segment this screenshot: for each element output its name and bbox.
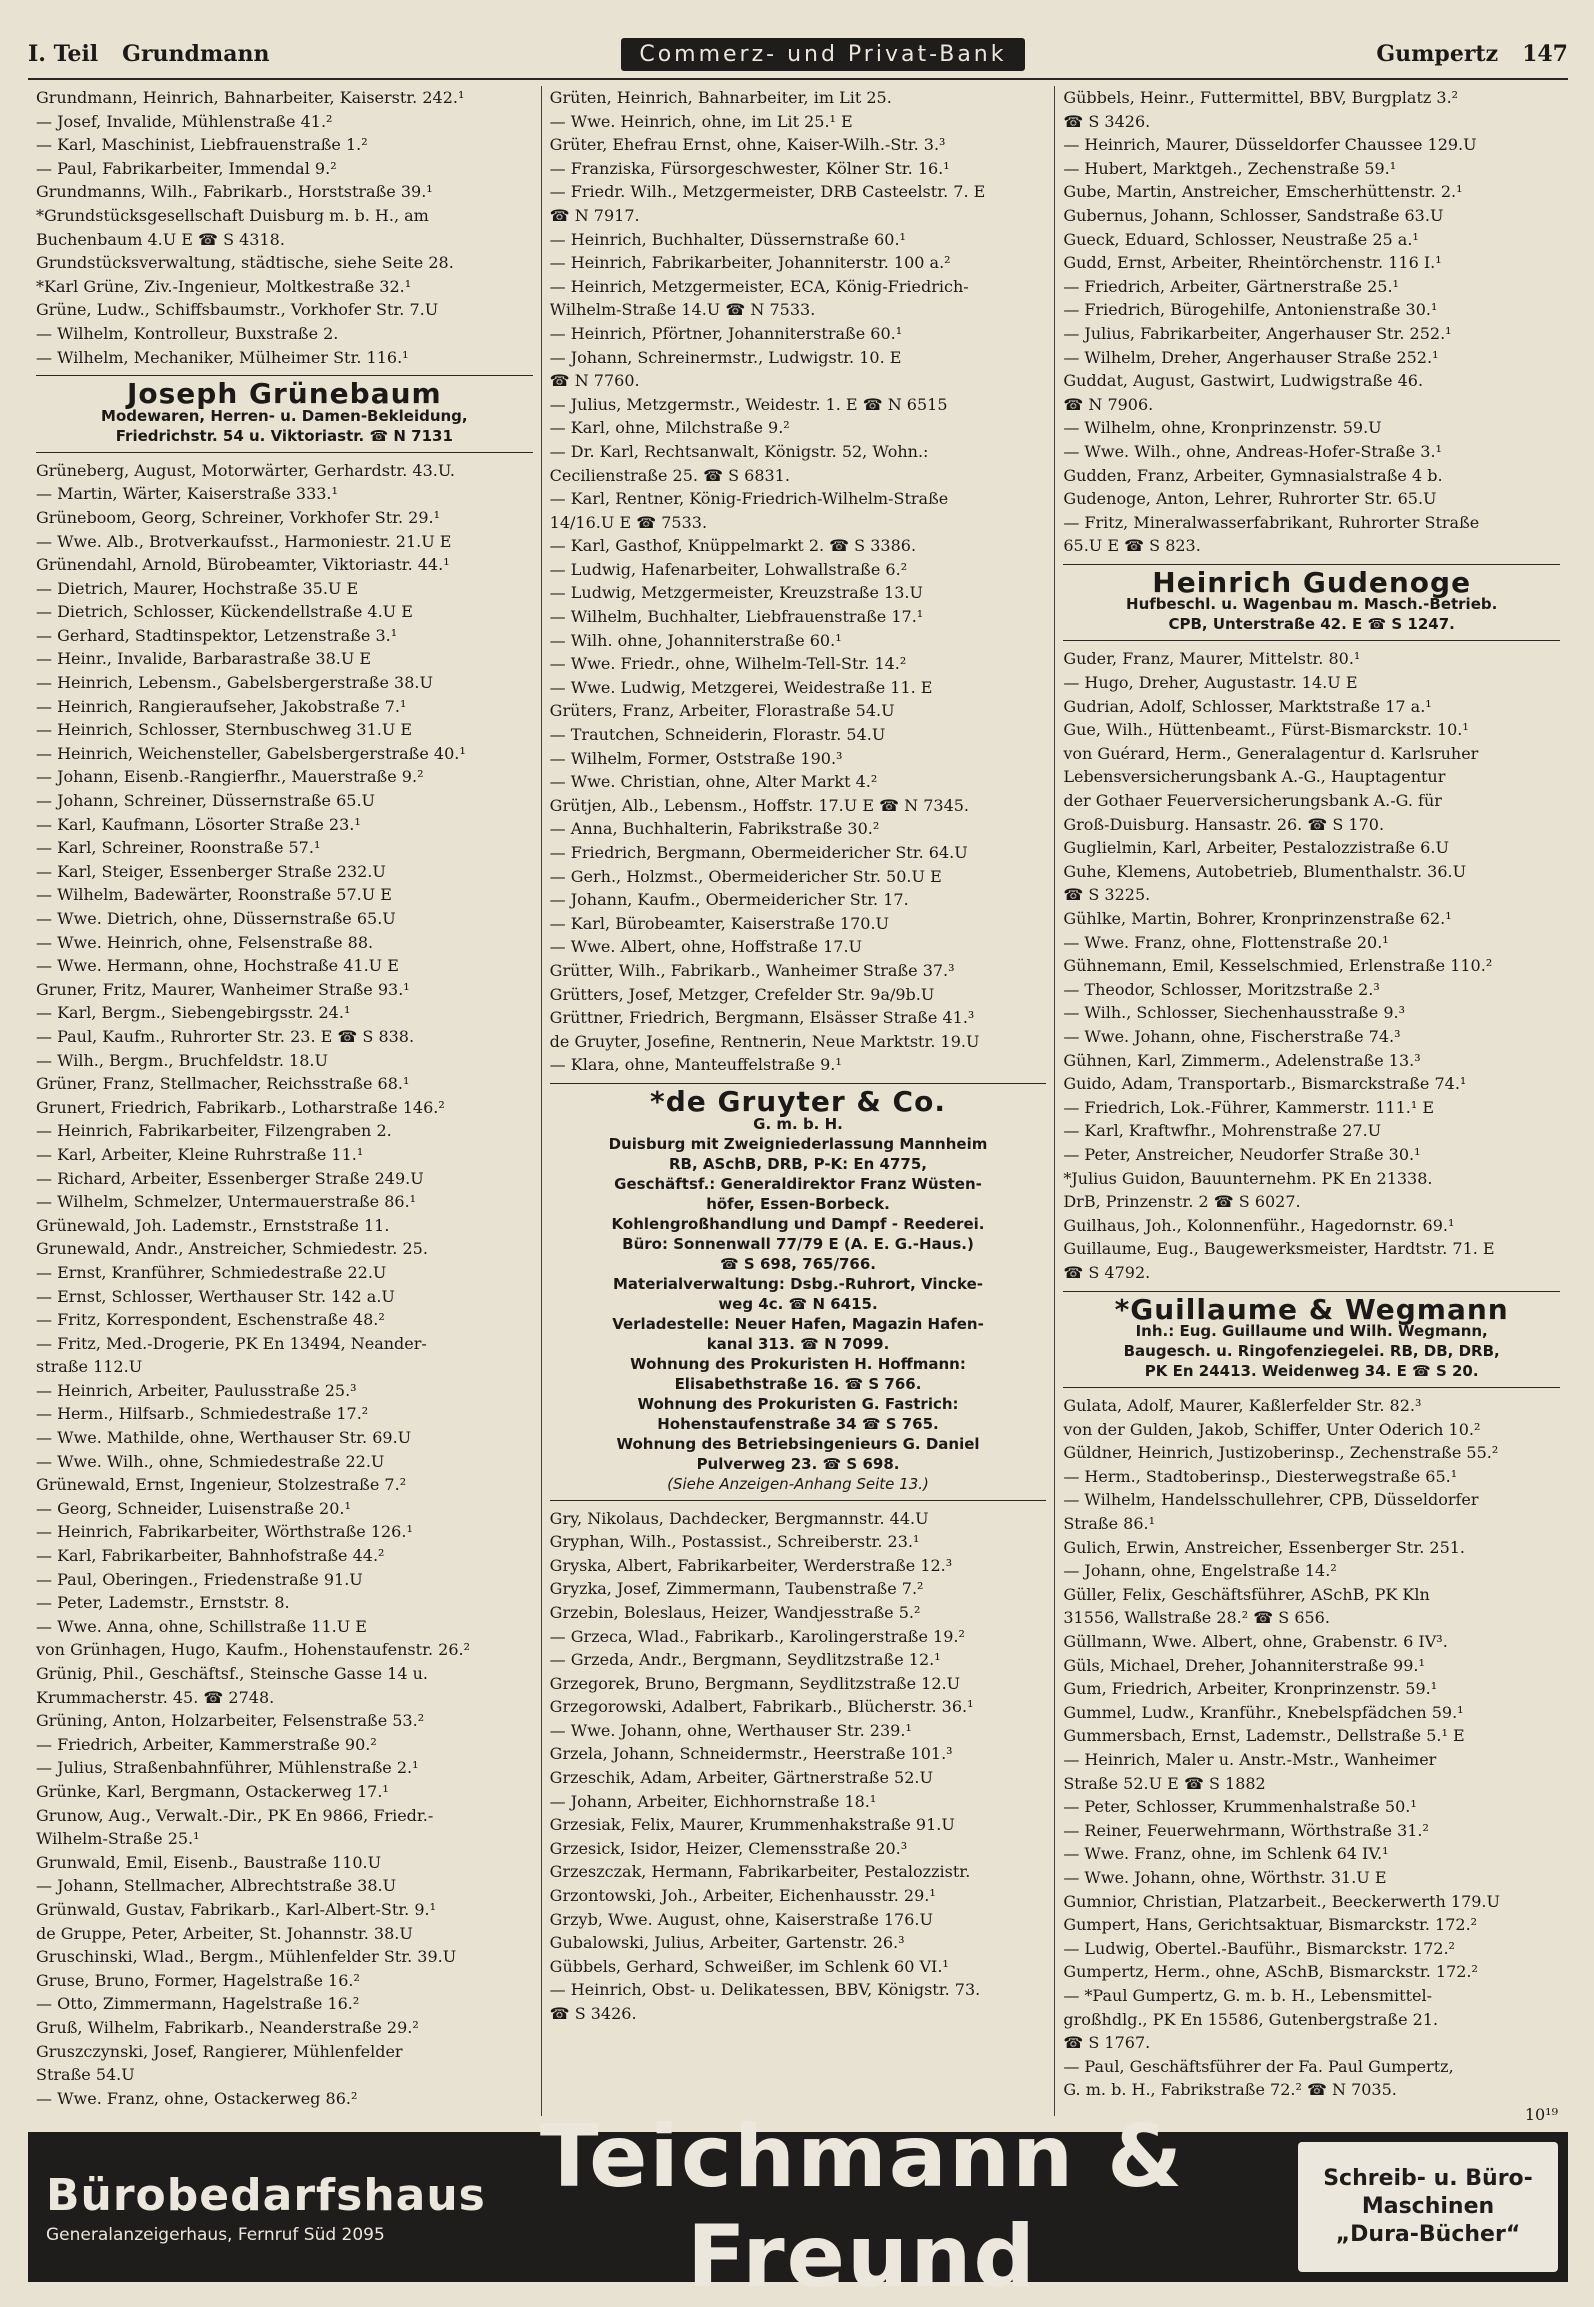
directory-entry: Gudenoge, Anton, Lehrer, Ruhrorter Str. 65.U xyxy=(1063,489,1437,509)
directory-entry: ☎ N 7917. xyxy=(549,205,640,225)
directory-entry: straße 112.U xyxy=(36,1357,143,1377)
directory-entry: Gubalowski, Julius, Arbeiter, Gartenstr. 26.³ xyxy=(549,1933,905,1953)
directory-entry: Gube, Martin, Anstreicher, Emscherhüttenstr. 2.¹ xyxy=(1063,182,1463,202)
directory-entry: der Gothaer Feuerversicherungsbank A.-G. für xyxy=(1063,791,1442,811)
directory-entry: Gummersbach, Ernst, Lademstr., Dellstraße 5.¹ E xyxy=(1063,1726,1465,1746)
directory-entry: Gühnen, Karl, Zimmerm., Adelenstraße 13.³ xyxy=(1063,1050,1421,1070)
directory-entry: — Heinrich, Weichensteller, Gabelsbergerstraße 40.¹ xyxy=(36,743,466,763)
directory-entry: Gruß, Wilhelm, Fabrikarb., Neanderstraße 29.² xyxy=(36,2017,419,2037)
ad-line: ☎ S 698, 765/766. xyxy=(720,1254,876,1273)
directory-entry: ☎ S 3426. xyxy=(549,2004,637,2023)
directory-entry: — Paul, Kaufm., Ruhrorter Str. 23. E ☎ S 838. xyxy=(36,1026,415,1046)
directory-entry: Gryzka, Josef, Zimmermann, Taubenstraße 7.² xyxy=(549,1579,924,1599)
directory-entry: — Johann, Stellmacher, Albrechtstraße 38.U xyxy=(36,1876,397,1896)
column-1 xyxy=(28,86,542,2116)
directory-entry: Grüne, Ludw., Schiffsbaumstr., Vorkhofer Str. 7.U xyxy=(36,300,439,320)
directory-entry: Grzegorowski, Adalbert, Fabrikarb., Blücherstr. 36.¹ xyxy=(549,1697,974,1717)
directory-entry: — Heinrich, Buchhalter, Düssernstraße 60.¹ xyxy=(549,229,906,249)
directory-entry: — Wwe. Hermann, ohne, Hochstraße 41.U E xyxy=(36,956,399,976)
directory-entry: Güldner, Heinrich, Justizoberinsp., Zechenstraße 55.² xyxy=(1063,1443,1499,1463)
directory-entry: — Karl, Gasthof, Knüppelmarkt 2. ☎ S 3386. xyxy=(549,536,917,556)
directory-entry: — Wwe. Johann, ohne, Fischerstraße 74.³ xyxy=(1063,1026,1401,1046)
directory-entry: von der Gulden, Jakob, Schiffer, Unter Oderich 10.² xyxy=(1063,1419,1481,1439)
directory-entry: — Wwe. Anna, ohne, Schillstraße 11.U E xyxy=(36,1616,367,1636)
grunebaum-advertisement xyxy=(36,375,533,453)
directory-entry: — Heinrich, Rangieraufseher, Jakobstraße 7.¹ xyxy=(36,696,407,716)
directory-entry: — Heinrich, Fabrikarbeiter, Johanniterstr. 100 a.² xyxy=(549,253,951,273)
directory-entry: — Wilh. ohne, Johanniterstraße 60.¹ xyxy=(549,630,842,650)
directory-entry: — Heinr., Invalide, Barbarastraße 38.U E xyxy=(36,649,372,669)
directory-entry: *Grundstücksgesellschaft Duisburg m. b. H., am xyxy=(36,205,429,225)
directory-entry: Grzebin, Boleslaus, Heizer, Wandjesstraße 5.² xyxy=(549,1602,921,1622)
directory-entry: — Heinrich, Lebensm., Gabelsbergerstraße 38.U xyxy=(36,673,433,693)
directory-entry: Gruse, Bruno, Former, Hagelstraße 16.² xyxy=(36,1970,360,1990)
directory-entry: — Wilhelm, Handelsschullehrer, CPB, Düsseldorfer xyxy=(1063,1490,1479,1510)
directory-entry: ☎ N 7906. xyxy=(1063,394,1154,414)
directory-entry: — Karl, Rentner, König-Friedrich-Wilhelm-Straße xyxy=(549,489,949,509)
directory-entry: — Julius, Fabrikarbeiter, Angerhauser Str. 252.¹ xyxy=(1063,323,1452,343)
directory-entry: Grzeschik, Adam, Arbeiter, Gärtnerstraße 52.U xyxy=(549,1768,933,1788)
directory-entry: Guilhaus, Joh., Kolonnenführ., Hagedornstr. 69.¹ xyxy=(1063,1215,1455,1235)
directory-entry: Grütter, Wilh., Fabrikarb., Wanheimer Straße 37.³ xyxy=(549,960,955,980)
directory-entry: — Paul, Fabrikarbeiter, Immendal 9.² xyxy=(36,158,337,178)
directory-entry: — Wilhelm, Badewärter, Roonstraße 57.U E xyxy=(36,885,392,905)
de-gruyter-advertisement xyxy=(550,1083,1047,1501)
ad-line: Wohnung des Betriebsingenieurs G. Daniel xyxy=(616,1434,980,1453)
directory-entry: — Hugo, Dreher, Augustastr. 14.U E xyxy=(1063,673,1358,693)
directory-entry: — Wwe. Johann, ohne, Werthauser Str. 239.¹ xyxy=(549,1720,912,1740)
directory-entry: — Heinrich, Fabrikarbeiter, Wörthstraße 126.¹ xyxy=(36,1522,413,1542)
directory-entry: — Johann, Kaufm., Obermeidericher Str. 17. xyxy=(549,890,909,910)
gudenoge-advertisement xyxy=(1063,564,1560,642)
directory-entry: Gübbels, Gerhard, Schweißer, im Schlenk 60 VI.¹ xyxy=(549,1956,949,1976)
column-3 xyxy=(1055,86,1568,2116)
directory-entry: Grzesiak, Felix, Maurer, Krummenhakstraße 91.U xyxy=(549,1815,955,1835)
directory-entry: Gulich, Erwin, Anstreicher, Essenberger Str. 251. xyxy=(1063,1537,1466,1557)
directory-entry: — Heinrich, Metzgermeister, ECA, König-Friedrich- xyxy=(549,276,969,296)
directory-entry: — Ludwig, Obertel.-Bauführ., Bismarckstr. 172.² xyxy=(1063,1938,1455,1958)
directory-entry: Groß-Duisburg. Hansastr. 26. ☎ S 170. xyxy=(1063,814,1385,834)
directory-entry: G. m. b. H., Fabrikstraße 72.² ☎ N 7035. xyxy=(1063,2080,1397,2100)
directory-entry: — Karl, Maschinist, Liebfrauenstraße 1.² xyxy=(36,135,368,155)
directory-entry: Gubernus, Johann, Schlosser, Sandstraße 63.U xyxy=(1063,205,1444,225)
directory-entry: DrB, Prinzenstr. 2 ☎ S 6027. xyxy=(1063,1192,1301,1212)
directory-entry: — Grzeda, Andr., Bergmann, Seydlitzstraße 12.¹ xyxy=(549,1650,941,1670)
ad-line: Hohenstaufenstraße 34 ☎ S 765. xyxy=(657,1414,939,1433)
directory-entry: — Wwe. Dietrich, ohne, Düssernstraße 65.U xyxy=(36,909,396,928)
directory-entry: — Heinrich, Pförtner, Johanniterstraße 60.¹ xyxy=(549,323,903,343)
directory-entry: — Heinrich, Arbeiter, Paulusstraße 25.³ xyxy=(36,1380,357,1400)
directory-entry: Grünewald, Ernst, Ingenieur, Stolzestraße 7.² xyxy=(36,1475,407,1495)
directory-entry: — Friedrich, Arbeiter, Kammerstraße 90.² xyxy=(36,1734,377,1754)
directory-entry: Grüttner, Friedrich, Bergmann, Elsässer Straße 41.³ xyxy=(549,1008,975,1028)
directory-entry: Gueck, Eduard, Schlosser, Neustraße 25 a.¹ xyxy=(1063,229,1419,249)
directory-entry: Grzeszczak, Hermann, Fabrikarbeiter, Pestalozzistr. xyxy=(549,1862,971,1882)
directory-entry: Grundmanns, Wilh., Fabrikarb., Horststraße 39.¹ xyxy=(36,182,433,202)
directory-entry: de Gruppe, Peter, Arbeiter, St. Johannstr. 38.U xyxy=(36,1923,413,1943)
directory-entry: Grüning, Anton, Holzarbeiter, Felsenstraße 53.² xyxy=(36,1711,425,1731)
directory-entry: — Johann, Eisenb.-Rangierfhr., Mauerstraße 9.² xyxy=(36,767,424,787)
header-left xyxy=(28,41,269,67)
ad-line: Friedrichstr. 54 u. Viktoriastr. ☎ N 7131 xyxy=(115,426,453,445)
directory-entry: Gudd, Ernst, Arbeiter, Rheintörchenstr. 116 I.¹ xyxy=(1063,253,1442,273)
footer-shop-name: Bürobedarfshaus xyxy=(46,2169,486,2221)
directory-entry: — Wwe. Friedr., ohne, Wilhelm-Tell-Str. 14.² xyxy=(549,654,907,674)
directory-entry: — Herm., Stadtoberinsp., Diesterwegstraße 65.¹ xyxy=(1063,1466,1458,1486)
directory-entry: Grünwald, Gustav, Fabrikarb., Karl-Albert-Str. 9.¹ xyxy=(36,1899,436,1919)
directory-entry: — Wilhelm, Mechaniker, Mülheimer Str. 116.¹ xyxy=(36,347,409,367)
directory-entry: Gryphan, Wilh., Postassist., Schreiberstr. 23.¹ xyxy=(549,1532,920,1552)
columns xyxy=(28,86,1568,2116)
footer-product-line-3: „Dura-Bücher“ xyxy=(1335,2222,1521,2247)
directory-entry: — Franziska, Fürsorgeschwester, Kölner Str. 16.¹ xyxy=(549,158,950,178)
directory-entry: — Wilhelm, ohne, Kronprinzenstr. 59.U xyxy=(1063,418,1382,438)
ad-title: *Guillaume & Wegmann xyxy=(1114,1292,1509,1326)
directory-entry: — Ernst, Kranführer, Schmiedestraße 22.U xyxy=(36,1262,387,1282)
ad-line: Baugesch. u. Ringofenziegelei. RB, DB, DRB, xyxy=(1123,1342,1500,1361)
directory-entry: — Johann, Schreinermstr., Ludwigstr. 10. E xyxy=(549,347,902,367)
directory-entry: — Karl, Steiger, Essenberger Straße 232.U xyxy=(36,861,386,881)
directory-entry: großhdlg., PK En 15586, Gutenbergstraße 21. xyxy=(1063,2009,1439,2029)
directory-entry: — Wwe. Heinrich, ohne, Felsenstraße 88. xyxy=(36,932,374,952)
directory-entry: — Martin, Wärter, Kaiserstraße 333.¹ xyxy=(36,484,338,504)
directory-entry: Grunow, Aug., Verwalt.-Dir., PK En 9866, Friedr.- xyxy=(36,1805,434,1825)
directory-entry: — Karl, Kraftwfhr., Mohrenstraße 27.U xyxy=(1063,1121,1382,1141)
directory-entry: Gühlke, Martin, Bohrer, Kronprinzenstraße 62.¹ xyxy=(1063,909,1452,928)
ad-line: höfer, Essen-Borbeck. xyxy=(706,1194,890,1213)
directory-entry: Guder, Franz, Maurer, Mittelstr. 80.¹ xyxy=(1063,649,1361,669)
ad-line: Pulverweg 23. ☎ S 698. xyxy=(696,1454,900,1473)
directory-entry: ☎ S 4792. xyxy=(1063,1262,1151,1282)
directory-entry: — Herm., Hilfsarb., Schmiedestraße 17.² xyxy=(36,1404,369,1424)
directory-entry: — Fritz, Korrespondent, Eschenstraße 48.² xyxy=(36,1310,385,1330)
directory-entry: — Wwe. Franz, ohne, Ostackerweg 86.² xyxy=(36,2088,358,2108)
directory-entry: Grzesick, Isidor, Heizer, Clemensstraße 20.³ xyxy=(549,1838,908,1858)
directory-entry: Wilhelm-Straße 25.¹ xyxy=(36,1829,200,1849)
directory-entry: — Wilhelm, Former, Oststraße 190.³ xyxy=(549,748,843,768)
directory-entry: — Gerhard, Stadtinspektor, Letzenstraße 3.¹ xyxy=(36,625,398,645)
directory-entry: Straße 52.U E ☎ S 1882 xyxy=(1063,1773,1266,1793)
directory-entry: — Ernst, Schlosser, Werthauser Str. 142 a.U xyxy=(36,1286,395,1306)
directory-entry: — Fritz, Mineralwasserfabrikant, Ruhrorter Straße xyxy=(1063,512,1480,532)
directory-entry: Grünendahl, Arnold, Bürobeamter, Viktoriastr. 44.¹ xyxy=(36,555,450,575)
directory-entry: de Gruyter, Josefine, Rentnerin, Neue Marktstr. 19.U xyxy=(549,1031,980,1051)
ad-title: Heinrich Gudenoge xyxy=(1152,565,1472,599)
page-header xyxy=(28,30,1568,80)
directory-entry: Gum, Friedrich, Arbeiter, Kronprinzenstr. 59.¹ xyxy=(1063,1679,1438,1699)
ad-line: Wohnung des Prokuristen H. Hoffmann: xyxy=(630,1354,966,1373)
directory-entry: Grunewald, Andr., Anstreicher, Schmiedestr. 25. xyxy=(36,1239,428,1259)
ad-line: Geschäftsf.: Generaldirektor Franz Wüsten- xyxy=(614,1174,982,1193)
ad-line: Wohnung des Prokuristen G. Fastrich: xyxy=(637,1394,959,1413)
directory-entry: — Wwe. Heinrich, ohne, im Lit 25.¹ E xyxy=(549,111,853,131)
directory-entry: — Wwe. Franz, ohne, Flottenstraße 20.¹ xyxy=(1063,932,1389,952)
directory-entry: — Heinrich, Schlosser, Sternbuschweg 31.U E xyxy=(36,720,413,740)
directory-entry: ☎ S 3225. xyxy=(1063,885,1151,905)
directory-entry: — Karl, Kaufmann, Lösorter Straße 23.¹ xyxy=(36,814,361,834)
directory-entry: — Wilhelm, Schmelzer, Untermauerstraße 86.¹ xyxy=(36,1192,417,1212)
footer-left xyxy=(28,2169,486,2245)
ad-line: Elisabethstraße 16. ☎ S 766. xyxy=(674,1374,922,1393)
directory-entry: — Wwe. Christian, ohne, Alter Markt 4.² xyxy=(549,772,878,792)
directory-entry: — Peter, Anstreicher, Neudorfer Straße 30.¹ xyxy=(1063,1144,1421,1164)
directory-entry: ☎ N 7760. xyxy=(549,371,640,391)
directory-entry: ☎ S 1767. xyxy=(1063,2033,1151,2053)
page-tag: 10¹⁹ xyxy=(1524,2105,1558,2124)
directory-entry: — Wwe. Mathilde, ohne, Werthauser Str. 69.U xyxy=(36,1428,412,1448)
directory-entry: — Johann, Arbeiter, Eichhornstraße 18.¹ xyxy=(549,1791,877,1811)
directory-entry: — Wwe. Franz, ohne, im Schlenk 64 IV.¹ xyxy=(1063,1844,1389,1864)
directory-entry: 14/16.U E ☎ 7533. xyxy=(549,512,708,532)
directory-entry: — Wilhelm, Kontrolleur, Buxstraße 2. xyxy=(36,323,339,343)
directory-entry: — Wilhelm, Dreher, Angerhauser Straße 252.¹ xyxy=(1063,347,1439,367)
directory-entry: — Ludwig, Hafenarbeiter, Lohwallstraße 6.² xyxy=(549,559,908,579)
directory-entry: Guddat, August, Gastwirt, Ludwigstraße 46. xyxy=(1063,371,1424,391)
bank-banner: Commerz- und Privat-Bank xyxy=(621,38,1024,71)
directory-entry: Güls, Michael, Dreher, Johanniterstraße 99.¹ xyxy=(1063,1655,1425,1675)
directory-entry: Grüner, Franz, Stellmacher, Reichsstraße 68.¹ xyxy=(36,1074,410,1094)
directory-entry: — Wwe. Alb., Brotverkaufsst., Harmoniestr. 21.U E xyxy=(36,531,452,551)
ad-line: Inh.: Eug. Guillaume und Wilh. Wegmann, xyxy=(1135,1322,1488,1341)
directory-entry: — Reiner, Feuerwehrmann, Wörthstraße 31.² xyxy=(1063,1820,1429,1840)
ad-line: CPB, Unterstraße 42. E ☎ S 1247. xyxy=(1168,615,1455,634)
directory-entry: — Heinrich, Obst- u. Delikatessen, BBV, Königstr. 73. xyxy=(549,1980,981,2000)
footer-product-line-1: Schreib- u. Büro- xyxy=(1323,2166,1533,2191)
first-name-label: Grundmann xyxy=(122,41,270,67)
ad-line: G. m. b. H. xyxy=(753,1114,843,1133)
directory-entry: — Anna, Buchhalterin, Fabrikstraße 30.² xyxy=(549,819,880,839)
directory-entry: Gumpert, Hans, Gerichtsaktuar, Bismarckstr. 172.² xyxy=(1063,1915,1478,1935)
directory-entry: Gübbels, Heinr., Futtermittel, BBV, Burgplatz 3.² xyxy=(1063,88,1459,107)
directory-entry: Gruner, Fritz, Maurer, Wanheimer Straße 93.¹ xyxy=(36,979,410,999)
directory-entry: Grütjen, Alb., Lebensm., Hoffstr. 17.U E ☎ N 7345. xyxy=(549,795,970,815)
directory-entry: — Peter, Lademstr., Ernststr. 8. xyxy=(36,1593,290,1613)
directory-entry: Gruschinski, Wlad., Bergm., Mühlenfelder Str. 39.U xyxy=(36,1947,457,1967)
directory-entry: — Hubert, Marktgeh., Zechenstraße 59.¹ xyxy=(1063,158,1397,178)
footer-product-line-2: Maschinen xyxy=(1361,2194,1495,2219)
ad-line: Modewaren, Herren- u. Damen-Bekleidung, xyxy=(101,406,468,425)
directory-entry: Gühnemann, Emil, Kesselschmied, Erlenstraße 110.² xyxy=(1063,956,1493,976)
directory-entry: Gue, Wilh., Hüttenbeamt., Fürst-Bismarckstr. 10.¹ xyxy=(1063,720,1469,740)
ad-line: Hufbeschl. u. Wagenbau m. Masch.-Betrieb. xyxy=(1126,595,1498,614)
ad-line: Verladestelle: Neuer Hafen, Magazin Hafen- xyxy=(612,1314,984,1333)
directory-entry: Grzontowski, Joh., Arbeiter, Eichenhausstr. 29.¹ xyxy=(549,1886,936,1906)
directory-entry: 65.U E ☎ S 823. xyxy=(1063,536,1201,556)
directory-entry: — Dietrich, Schlosser, Kückendellstraße 4.U E xyxy=(36,602,413,622)
ad-line: Duisburg mit Zweigniederlassung Mannheim xyxy=(608,1134,988,1153)
directory-entry: Grüter, Ehefrau Ernst, ohne, Kaiser-Wilh.-Str. 3.³ xyxy=(549,135,946,155)
ad-line: Materialverwaltung: Dsbg.-Ruhrort, Vincke- xyxy=(612,1274,984,1293)
directory-entry: — Paul, Geschäftsführer der Fa. Paul Gumpertz, xyxy=(1063,2056,1454,2076)
directory-entry: Cecilienstraße 25. ☎ S 6831. xyxy=(549,465,790,485)
directory-entry: Gryska, Albert, Fabrikarbeiter, Werderstraße 12.³ xyxy=(549,1555,953,1575)
directory-entry: — Richard, Arbeiter, Essenberger Straße 249.U xyxy=(36,1168,424,1188)
directory-entry: Gruszczynski, Josef, Rangierer, Mühlenfelder xyxy=(36,2041,403,2061)
directory-entry: Grünig, Phil., Geschäftsf., Steinsche Gasse 14 u. xyxy=(36,1664,429,1683)
directory-entry: von Guérard, Herm., Generalagentur d. Karlsruher xyxy=(1063,743,1479,763)
ad-line: PK En 24413. Weidenweg 34. E ☎ S 20. xyxy=(1144,1362,1479,1381)
directory-entry: — Heinrich, Maler u. Anstr.-Mstr., Wanheimer xyxy=(1063,1750,1437,1769)
directory-entry: ☎ S 3426. xyxy=(1063,111,1151,131)
directory-entry: — Heinrich, Maurer, Düsseldorfer Chaussee 129.U xyxy=(1063,135,1477,155)
directory-entry: Grzegorek, Bruno, Bergmann, Seydlitzstraße 12.U xyxy=(549,1673,961,1693)
ad-line: Kohlengroßhandlung und Dampf - Reederei. xyxy=(611,1214,985,1233)
directory-entry: — Heinrich, Fabrikarbeiter, Filzengraben 2. xyxy=(36,1121,392,1141)
directory-entry: Guhe, Klemens, Autobetrieb, Blumenthalstr. 36.U xyxy=(1063,861,1467,881)
footer-company-name: Teichmann & Freund xyxy=(539,2107,1185,2307)
directory-entry: Gry, Nikolaus, Dachdecker, Bergmannstr. 44.U xyxy=(549,1508,929,1528)
directory-entry: Guglielmin, Karl, Arbeiter, Pestalozzistraße 6.U xyxy=(1063,838,1449,858)
directory-entry: — Fritz, Med.-Drogerie, PK En 13494, Neander- xyxy=(36,1333,427,1353)
directory-entry: — Gerh., Holzmst., Obermeidericher Str. 50.U E xyxy=(549,866,942,886)
directory-entry: — *Paul Gumpertz, G. m. b. H., Lebensmittel- xyxy=(1063,1985,1432,2005)
directory-entry: — Theodor, Schlosser, Moritzstraße 2.³ xyxy=(1063,979,1380,999)
section-label: I. Teil xyxy=(28,41,99,67)
directory-entry: Wilhelm-Straße 14.U ☎ N 7533. xyxy=(549,300,816,320)
directory-entry: Gudden, Franz, Arbeiter, Gymnasialstraße 4 b. xyxy=(1063,465,1443,485)
directory-entry: Grünke, Karl, Bergmann, Ostackerweg 17.¹ xyxy=(36,1781,389,1801)
header-right xyxy=(1376,41,1568,67)
directory-entry: — Friedr. Wilh., Metzgermeister, DRB Casteelstr. 7. E xyxy=(549,182,986,202)
directory-entry: Straße 86.¹ xyxy=(1063,1514,1156,1534)
directory-entry: Grüten, Heinrich, Bahnarbeiter, im Lit 25. xyxy=(549,88,892,107)
page-number: 147 xyxy=(1522,41,1568,67)
directory-entry: — Ludwig, Metzgermeister, Kreuzstraße 13.U xyxy=(549,583,923,603)
directory-entry: — Karl, Schreiner, Roonstraße 57.¹ xyxy=(36,838,321,858)
directory-entry: Güller, Felix, Geschäftsführer, ASchB, PK Kln xyxy=(1063,1584,1430,1604)
ad-line: Büro: Sonnenwall 77/79 E (A. E. G.-Haus.) xyxy=(622,1234,974,1253)
directory-entry: — Julius, Straßenbahnführer, Mühlenstraße 2.¹ xyxy=(36,1758,419,1778)
directory-entry: von Grünhagen, Hugo, Kaufm., Hohenstaufenstr. 26.² xyxy=(36,1640,470,1660)
directory-entry: — Wilhelm, Buchhalter, Liebfrauenstraße 17.¹ xyxy=(549,607,924,627)
directory-entry: Guillaume, Eug., Baugewerksmeister, Hardtstr. 71. E xyxy=(1063,1239,1495,1259)
guillaume-wegmann-advertisement xyxy=(1063,1291,1560,1389)
directory-entry: — Wwe. Ludwig, Metzgerei, Weidestraße 11. E xyxy=(549,677,933,697)
directory-entry: — Wilh., Schlosser, Siechenhausstraße 9.³ xyxy=(1063,1003,1406,1023)
directory-entry: — Dr. Karl, Rechtsanwalt, Königstr. 52, Wohn.: xyxy=(549,441,929,461)
directory-entry: — Wilh., Bergm., Bruchfeldstr. 18.U xyxy=(36,1050,328,1070)
ad-line: kanal 313. ☎ N 7099. xyxy=(706,1334,890,1353)
directory-entry: — Karl, Arbeiter, Kleine Ruhrstraße 11.¹ xyxy=(36,1144,364,1164)
directory-entry: Grundstücksverwaltung, städtische, siehe Seite 28. xyxy=(36,253,454,273)
column-2 xyxy=(542,86,1056,2116)
directory-entry: — Wwe. Wilh., ohne, Andreas-Hofer-Straße 3.¹ xyxy=(1063,441,1442,461)
directory-entry: Grünewald, Joh. Lademstr., Ernststraße 11. xyxy=(36,1215,390,1235)
directory-entry: Grütters, Josef, Metzger, Crefelder Str. 9a/9b.U xyxy=(549,984,935,1004)
last-name-label: Gumpertz xyxy=(1376,41,1499,67)
directory-entry: — Karl, Bergm., Siebengebirgsstr. 24.¹ xyxy=(36,1003,351,1023)
directory-entry: — Karl, ohne, Milchstraße 9.² xyxy=(549,418,790,438)
directory-entry: — Josef, Invalide, Mühlenstraße 41.² xyxy=(36,111,333,131)
ad-line: (Siehe Anzeigen-Anhang Seite 13.) xyxy=(667,1474,929,1493)
directory-entry: Grzela, Johann, Schneidermstr., Heerstraße 101.³ xyxy=(549,1744,953,1764)
directory-entry: Gumnior, Christian, Platzarbeit., Beeckerwerth 179.U xyxy=(1063,1891,1500,1911)
directory-entry: Gummel, Ludw., Kranführ., Knebelspfädchen 59.¹ xyxy=(1063,1702,1464,1722)
directory-entry: — Julius, Metzgermstr., Weidestr. 1. E ☎ N 6515 xyxy=(549,394,948,414)
directory-entry: — Wwe. Wilh., ohne, Schmiedestraße 22.U xyxy=(36,1451,385,1471)
directory-entry: Buchenbaum 4.U E ☎ S 4318. xyxy=(36,229,285,249)
directory-entry: Grüters, Franz, Arbeiter, Florastraße 54.U xyxy=(549,701,895,721)
directory-entry: — Dietrich, Maurer, Hochstraße 35.U E xyxy=(36,578,359,598)
directory-entry: — Trautchen, Schneiderin, Florastr. 54.U xyxy=(549,725,886,745)
directory-entry: Grundmann, Heinrich, Bahnarbeiter, Kaiserstr. 242.¹ xyxy=(36,88,465,107)
directory-entry: — Johann, ohne, Engelstraße 14.² xyxy=(1063,1561,1337,1581)
directory-entry: — Peter, Schlosser, Krummenhalstraße 50.¹ xyxy=(1063,1797,1417,1817)
directory-entry: Krummacherstr. 45. ☎ 2748. xyxy=(36,1687,275,1707)
directory-entry: Grzyb, Wwe. August, ohne, Kaiserstraße 176.U xyxy=(549,1909,933,1929)
directory-entry: — Friedrich, Bergmann, Obermeidericher Str. 64.U xyxy=(549,843,968,862)
directory-entry: Straße 54.U xyxy=(36,2065,135,2085)
directory-entry: — Georg, Schneider, Luisenstraße 20.¹ xyxy=(36,1498,351,1518)
directory-entry: — Paul, Oberingen., Friedenstraße 91.U xyxy=(36,1569,363,1589)
ad-title: *de Gruyter & Co. xyxy=(650,1084,946,1118)
directory-entry: *Julius Guidon, Bauunternehm. PK En 21338. xyxy=(1063,1168,1433,1188)
directory-entry: — Friedrich, Bürogehilfe, Antonienstraße 30.¹ xyxy=(1063,300,1438,320)
ad-line: weg 4c. ☎ N 6415. xyxy=(718,1294,878,1313)
directory-entry: Grüneberg, August, Motorwärter, Gerhardstr. 43.U. xyxy=(36,460,455,480)
directory-entry: Güllmann, Wwe. Albert, ohne, Grabenstr. 6 IV³. xyxy=(1063,1632,1448,1652)
directory-entry: Gudrian, Adolf, Schlosser, Marktstraße 17 a.¹ xyxy=(1063,696,1432,716)
ad-title: Joseph Grünebaum xyxy=(126,377,442,411)
footer-products xyxy=(1298,2142,1558,2272)
directory-entry: Gumpertz, Herm., ohne, ASchB, Bismarckstr. 172.² xyxy=(1063,1962,1478,1982)
directory-entry: — Friedrich, Lok.-Führer, Kammerstr. 111.¹ E xyxy=(1063,1097,1435,1117)
directory-entry: Grüneboom, Georg, Schreiner, Vorkhofer Str. 29.¹ xyxy=(36,507,441,527)
footer-shop-address: Generalanzeigerhaus, Fernruf Süd 2095 xyxy=(46,2224,385,2245)
directory-entry: — Johann, Schreiner, Düssernstraße 65.U xyxy=(36,791,376,811)
directory-entry: Grunwald, Emil, Eisenb., Baustraße 110.U xyxy=(36,1852,382,1872)
directory-entry: Grunert, Friedrich, Fabrikarb., Lotharstraße 146.² xyxy=(36,1097,445,1117)
directory-entry: — Wwe. Albert, ohne, Hoffstraße 17.U xyxy=(549,937,863,957)
directory-entry: — Grzeca, Wlad., Fabrikarb., Karolingerstraße 19.² xyxy=(549,1626,965,1646)
directory-entry: — Klara, ohne, Manteuffelstraße 9.¹ xyxy=(549,1055,842,1075)
directory-entry: — Karl, Bürobeamter, Kaiserstraße 170.U xyxy=(549,913,890,933)
directory-entry: 31556, Wallstraße 28.² ☎ S 656. xyxy=(1063,1608,1330,1628)
directory-entry: Gulata, Adolf, Maurer, Kaßlerfelder Str. 82.³ xyxy=(1063,1396,1422,1416)
directory-entry: — Friedrich, Arbeiter, Gärtnerstraße 25.¹ xyxy=(1063,276,1399,296)
directory-entry: — Karl, Fabrikarbeiter, Bahnhofstraße 44.² xyxy=(36,1546,385,1566)
directory-entry: Lebensversicherungsbank A.-G., Hauptagentur xyxy=(1063,767,1446,787)
directory-entry: *Karl Grüne, Ziv.-Ingenieur, Moltkestraße 32.¹ xyxy=(36,276,412,296)
ad-line: RB, ASchB, DRB, P-K: En 4775, xyxy=(669,1154,927,1173)
directory-entry: — Wwe. Johann, ohne, Wörthstr. 31.U E xyxy=(1063,1867,1387,1887)
directory-entry: — Otto, Zimmermann, Hagelstraße 16.² xyxy=(36,1994,360,2014)
directory-entry: Guido, Adam, Transportarb., Bismarckstraße 74.¹ xyxy=(1063,1074,1467,1094)
